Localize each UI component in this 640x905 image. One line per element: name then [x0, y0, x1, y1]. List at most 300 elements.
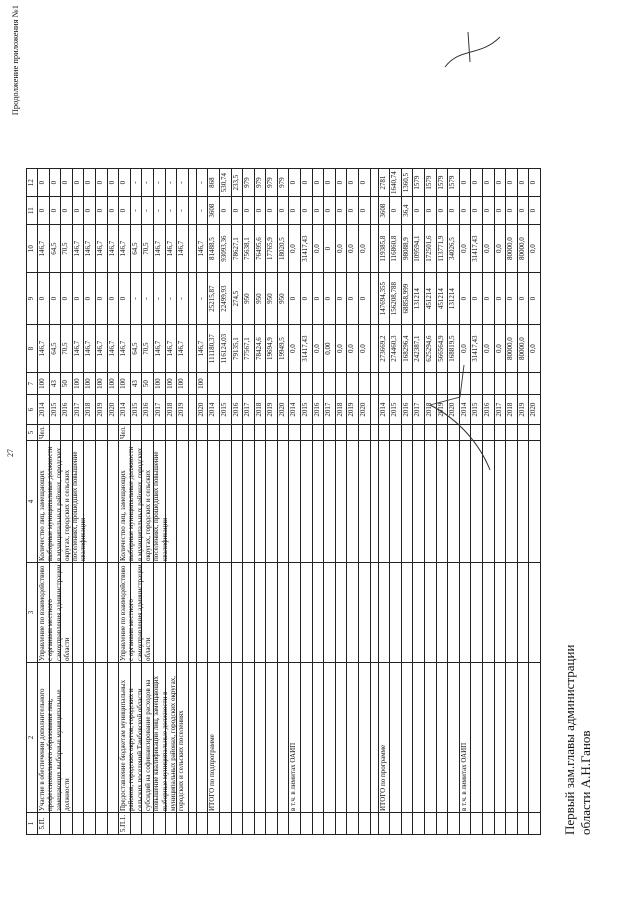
table-row [312, 169, 324, 835]
table-cell [231, 663, 243, 813]
table-cell: 0 [324, 197, 336, 225]
table-cell [425, 813, 437, 835]
table-cell [95, 563, 107, 663]
table-cell: - [153, 197, 165, 225]
table-cell: 100 [38, 373, 50, 395]
table-cell: 2017 [494, 395, 506, 425]
table-cell [196, 813, 208, 835]
table-cell [312, 441, 324, 563]
table-cell [254, 563, 266, 663]
table-cell: 146,7 [38, 225, 50, 273]
table-cell: 100 [177, 373, 189, 395]
table-cell [347, 563, 359, 663]
table-cell: 2020 [529, 395, 541, 425]
table-cell: 451214 [436, 273, 448, 325]
table-cell [378, 663, 390, 813]
table-cell: 0 [61, 273, 73, 325]
table-cell [84, 813, 96, 835]
table-cell [130, 425, 142, 441]
table-cell [529, 441, 541, 563]
table-cell: 168296,4 [401, 325, 413, 373]
table-row [107, 169, 119, 835]
column-number: 8 [27, 325, 38, 373]
table-cell: 2016 [401, 395, 413, 425]
table-cell [208, 425, 220, 441]
table-cell: 0 [335, 169, 347, 197]
table-cell: - [130, 197, 142, 225]
table-row [413, 169, 425, 835]
table-cell: 0 [482, 169, 494, 197]
table-cell [301, 663, 313, 813]
table-cell: 2018 [425, 395, 437, 425]
table-cell: 0,0 [359, 225, 371, 273]
table-cell: 19694,9 [266, 325, 278, 373]
table-cell: 98088,9 [401, 225, 413, 273]
table-cell [243, 373, 255, 395]
table-cell: 2016 [142, 395, 154, 425]
table-cell [231, 373, 243, 395]
table-cell [142, 663, 154, 813]
table-cell: 1579 [413, 169, 425, 197]
table-cell: 22499,93 [219, 273, 231, 325]
column-number: 12 [27, 169, 38, 197]
table-cell: 0,0 [459, 225, 471, 273]
cell-text: Предоставление бюджетам муниципальных районов, городских округов, городских и сельских поселений Тамбовской области субсидий на софинансирование расходов на повышение квалификации лиц, замещающих выборные муниципальные должности в муниципальных районах, городских округах, городских и сельских поселениях [119, 675, 186, 811]
table-cell: 2016 [482, 395, 494, 425]
table-cell: 2020 [196, 395, 208, 425]
table-cell [165, 663, 177, 813]
table-cell: 31417,43 [471, 325, 483, 373]
table-cell: 5.П. [38, 813, 50, 835]
table-cell [95, 663, 107, 813]
table-cell: 0,0 [335, 225, 347, 273]
table-row [289, 169, 301, 835]
table-cell [506, 373, 518, 395]
table-cell [219, 663, 231, 813]
table-cell: 0 [84, 273, 96, 325]
handwritten-mark [420, 355, 500, 475]
table-cell [390, 813, 402, 835]
table-cell: 0,0 [459, 325, 471, 373]
table-row [142, 169, 154, 835]
table-cell: 0 [347, 197, 359, 225]
column-header-row [27, 169, 38, 835]
table-cell: 2019 [95, 395, 107, 425]
table-cell: 2018 [84, 395, 96, 425]
table-cell [359, 813, 371, 835]
table-cell: 273669,2 [378, 325, 390, 373]
table-cell [107, 813, 119, 835]
column-number: 9 [27, 273, 38, 325]
table-cell [312, 425, 324, 441]
table-cell: 64,5 [130, 225, 142, 273]
table-row [153, 169, 165, 835]
table-cell: 0 [119, 197, 131, 225]
table-cell: 2019 [347, 395, 359, 425]
table-cell: 0 [471, 273, 483, 325]
table-cell [347, 813, 359, 835]
table-cell: 979 [254, 169, 266, 197]
table-row [95, 169, 107, 835]
column-number: 7 [27, 373, 38, 395]
table-cell: 146,7 [165, 325, 177, 373]
table-cell [494, 663, 506, 813]
table-cell [254, 813, 266, 835]
table-cell [370, 441, 378, 563]
table-cell [196, 563, 208, 663]
table-cell: 2019 [517, 395, 529, 425]
table-cell: 0 [529, 169, 541, 197]
table-cell: 146,7 [72, 225, 84, 273]
table-cell: 2018 [254, 395, 266, 425]
table-cell: - [165, 169, 177, 197]
table-cell [153, 441, 165, 563]
table-cell: - [196, 169, 208, 197]
table-cell [61, 813, 73, 835]
table-cell [482, 663, 494, 813]
table-cell: 0,0 [494, 225, 506, 273]
table-cell [370, 273, 378, 325]
table-cell: 2020 [448, 395, 460, 425]
table-cell: 0 [459, 169, 471, 197]
table-cell: 113771,9 [436, 225, 448, 273]
cell-text: в т.ч. в лимитах ОАИП [459, 742, 468, 811]
table-cell: 0 [448, 197, 460, 225]
table-cell [266, 663, 278, 813]
table-cell: 64,5 [49, 325, 61, 373]
table-cell: 0 [72, 197, 84, 225]
table-cell: 0 [84, 169, 96, 197]
table-cell: 0 [425, 197, 437, 225]
table-cell: 2781 [378, 169, 390, 197]
table-cell: 0 [529, 273, 541, 325]
table-cell: 0 [301, 169, 313, 197]
table-row [506, 169, 518, 835]
table-cell: 34026,5 [448, 225, 460, 273]
table-cell: 1579 [436, 169, 448, 197]
table-row [196, 169, 208, 835]
table-cell: 100 [84, 373, 96, 395]
table-cell: 242387,1 [413, 325, 425, 373]
column-number: 3 [27, 563, 38, 663]
table-cell [243, 563, 255, 663]
table-cell [177, 813, 189, 835]
table-cell [506, 441, 518, 563]
cell-text: Количество лиц, замещающих выборные муниципальные должности в муниципальных районах, городских округах, городских и сельских поселениях, прошедших повышение квалификации [38, 446, 88, 561]
table-cell [401, 441, 413, 563]
table-cell [312, 373, 324, 395]
table-cell: - [130, 273, 142, 325]
table-cell: 0 [107, 273, 119, 325]
table-cell: 50 [61, 373, 73, 395]
table-cell: 146,7 [177, 325, 189, 373]
table-cell [72, 563, 84, 663]
table-cell: - [153, 169, 165, 197]
table-cell [335, 425, 347, 441]
table-cell [529, 813, 541, 835]
table-cell [517, 425, 529, 441]
table-cell [370, 197, 378, 225]
table-cell [165, 563, 177, 663]
table-row [61, 169, 73, 835]
table-row [494, 169, 506, 835]
table-cell [471, 813, 483, 835]
table-cell: 0 [359, 197, 371, 225]
budget-table [26, 168, 541, 835]
table-cell: 2019 [177, 395, 189, 425]
table-cell [266, 563, 278, 663]
table-cell [347, 663, 359, 813]
table-cell [312, 663, 324, 813]
table-cell: 36,4 [401, 197, 413, 225]
table-cell: 0 [459, 273, 471, 325]
table-cell: 950 [266, 273, 278, 325]
table-cell [38, 441, 88, 563]
table-cell: 0 [119, 273, 131, 325]
table-cell: 146,7 [38, 325, 50, 373]
table-cell: 0 [289, 169, 301, 197]
table-cell: 2018 [165, 395, 177, 425]
table-row [390, 169, 402, 835]
table-cell: - [165, 273, 177, 325]
table-cell: 0 [347, 273, 359, 325]
table-cell: 0 [506, 197, 518, 225]
table-cell: 100 [107, 373, 119, 395]
table-cell [289, 373, 301, 395]
table-row [254, 169, 266, 835]
table-row [188, 169, 196, 835]
table-cell: 2014 [459, 395, 471, 425]
table-cell [471, 563, 483, 663]
table-row [219, 169, 231, 835]
table-cell [208, 813, 220, 835]
table-cell [254, 425, 266, 441]
table-cell: 146,7 [95, 225, 107, 273]
table-cell [482, 563, 494, 663]
table-cell: 116124,03 [219, 325, 231, 373]
table-cell [208, 563, 220, 663]
table-cell: 0 [347, 169, 359, 197]
table-cell [165, 441, 177, 563]
table-cell: 5.П.1. [119, 813, 131, 835]
table-cell [219, 441, 231, 563]
table-row [459, 169, 471, 835]
table-cell [370, 813, 378, 835]
table-cell: 1360,5 [401, 169, 413, 197]
table-cell [254, 441, 266, 563]
table-cell [517, 441, 529, 563]
table-cell: 1640,74 [390, 169, 402, 197]
table-cell: 0 [95, 197, 107, 225]
table-cell: 78627,1 [231, 225, 243, 273]
table-cell: - [142, 197, 154, 225]
table-cell: 0 [49, 197, 61, 225]
table-cell: 100 [72, 373, 84, 395]
table-cell [84, 663, 96, 813]
table-cell [425, 563, 437, 663]
table-cell: 146,7 [119, 225, 131, 273]
table-cell: 2018 [335, 395, 347, 425]
table-cell: 0 [277, 197, 289, 225]
table-cell: 111180,37 [208, 325, 220, 373]
table-cell: - [130, 169, 142, 197]
table-cell: 0 [95, 273, 107, 325]
table-cell: 0 [494, 273, 506, 325]
table-cell: 100 [153, 373, 165, 395]
table-cell: 1579 [425, 169, 437, 197]
table-row [277, 169, 289, 835]
table-cell [494, 813, 506, 835]
table-cell [448, 563, 460, 663]
table-cell [231, 813, 243, 835]
table-cell [266, 425, 278, 441]
table-cell [177, 441, 189, 563]
table-cell: 2014 [38, 395, 50, 425]
table-cell [529, 373, 541, 395]
table-cell [370, 169, 378, 197]
table-cell: 70,5 [61, 325, 73, 373]
table-cell: 80000,0 [517, 225, 529, 273]
table-row [517, 169, 529, 835]
table-cell [266, 373, 278, 395]
table-cell: 80000,0 [506, 225, 518, 273]
table-cell: 0,0 [335, 325, 347, 373]
table-row [436, 169, 448, 835]
table-cell: 64,5 [49, 225, 61, 273]
table-cell: 147694,355 [378, 273, 390, 325]
table-cell: 100 [196, 373, 208, 395]
table-cell [188, 373, 196, 395]
table-cell [107, 563, 119, 663]
table-cell [142, 563, 154, 663]
signature-line-1: Первый зам.главы администрации [562, 644, 577, 835]
table-cell [324, 663, 336, 813]
table-cell: 0,0 [289, 325, 301, 373]
table-cell: 81488,5 [208, 225, 220, 273]
table-cell [188, 441, 196, 563]
table-cell: 76495,6 [254, 225, 266, 273]
table-cell [196, 663, 208, 813]
table-cell [49, 441, 61, 563]
table-cell: 0 [72, 273, 84, 325]
table-cell: 0 [482, 273, 494, 325]
table-cell [390, 441, 402, 563]
table-cell [347, 425, 359, 441]
table-cell: 131214 [413, 273, 425, 325]
table-cell [188, 425, 196, 441]
table-cell: 274460,3 [390, 325, 402, 373]
table-cell [130, 663, 142, 813]
table-cell: - [177, 169, 189, 197]
table-cell: 100 [119, 373, 131, 395]
table-cell [254, 663, 266, 813]
table-cell [301, 813, 313, 835]
table-cell [413, 663, 425, 813]
table-cell [231, 563, 243, 663]
table-row [119, 169, 131, 835]
table-cell: 0 [517, 169, 529, 197]
table-cell: 2020 [107, 395, 119, 425]
table-cell: 146,7 [153, 225, 165, 273]
table-row [301, 169, 313, 835]
table-cell: 0 [517, 197, 529, 225]
table-row [208, 169, 220, 835]
table-cell [413, 563, 425, 663]
table-cell [231, 441, 243, 563]
table-cell: 93093,36 [219, 225, 231, 273]
table-row [448, 169, 460, 835]
table-row [266, 169, 278, 835]
table-cell: 146,7 [119, 325, 131, 373]
table-cell: 31417,43 [301, 325, 313, 373]
table-cell: 0 [266, 197, 278, 225]
table-cell: 2014 [378, 395, 390, 425]
table-cell [390, 663, 402, 813]
table-cell [219, 563, 231, 663]
table-cell [165, 425, 177, 441]
table-cell [370, 225, 378, 273]
table-cell: 0 [436, 197, 448, 225]
table-cell [359, 425, 371, 441]
table-cell [301, 373, 313, 395]
table-cell [401, 663, 413, 813]
table-cell: 146,7 [107, 325, 119, 373]
table-cell: - [177, 197, 189, 225]
table-cell [517, 373, 529, 395]
table-cell: 2017 [324, 395, 336, 425]
table-cell [153, 425, 165, 441]
table-row [231, 169, 243, 835]
table-cell [324, 441, 336, 563]
table-cell [370, 425, 378, 441]
table-cell: 0,0 [494, 325, 506, 373]
table-cell: 2016 [231, 395, 243, 425]
table-cell: 566564,9 [436, 325, 448, 373]
table-cell [401, 813, 413, 835]
table-row [165, 169, 177, 835]
table-cell [208, 441, 220, 563]
table-cell [153, 563, 165, 663]
table-cell [401, 563, 413, 663]
table-cell: 0 [312, 169, 324, 197]
table-cell: 168819,5 [448, 325, 460, 373]
table-cell [130, 813, 142, 835]
table-cell: 0 [359, 273, 371, 325]
table-cell [324, 813, 336, 835]
table-cell: 17765,9 [266, 225, 278, 273]
table-cell: 2017 [72, 395, 84, 425]
table-cell: 146,7 [95, 325, 107, 373]
table-cell [277, 813, 289, 835]
table-cell [72, 663, 84, 813]
table-cell: 0 [312, 273, 324, 325]
table-cell [95, 441, 107, 563]
table-row [130, 169, 142, 835]
table-cell [301, 563, 313, 663]
table-cell [188, 197, 196, 225]
table-row [324, 169, 336, 835]
table-cell: 0 [301, 197, 313, 225]
table-cell: 146,7 [196, 325, 208, 373]
table-cell: 0 [324, 273, 336, 325]
table-cell: 25215,87 [208, 273, 220, 325]
table-cell: 43 [49, 373, 61, 395]
table-cell [95, 813, 107, 835]
table-cell: 77567,1 [243, 325, 255, 373]
table-cell: 0 [335, 273, 347, 325]
table-cell: 950 [243, 273, 255, 325]
table-cell [38, 563, 71, 663]
